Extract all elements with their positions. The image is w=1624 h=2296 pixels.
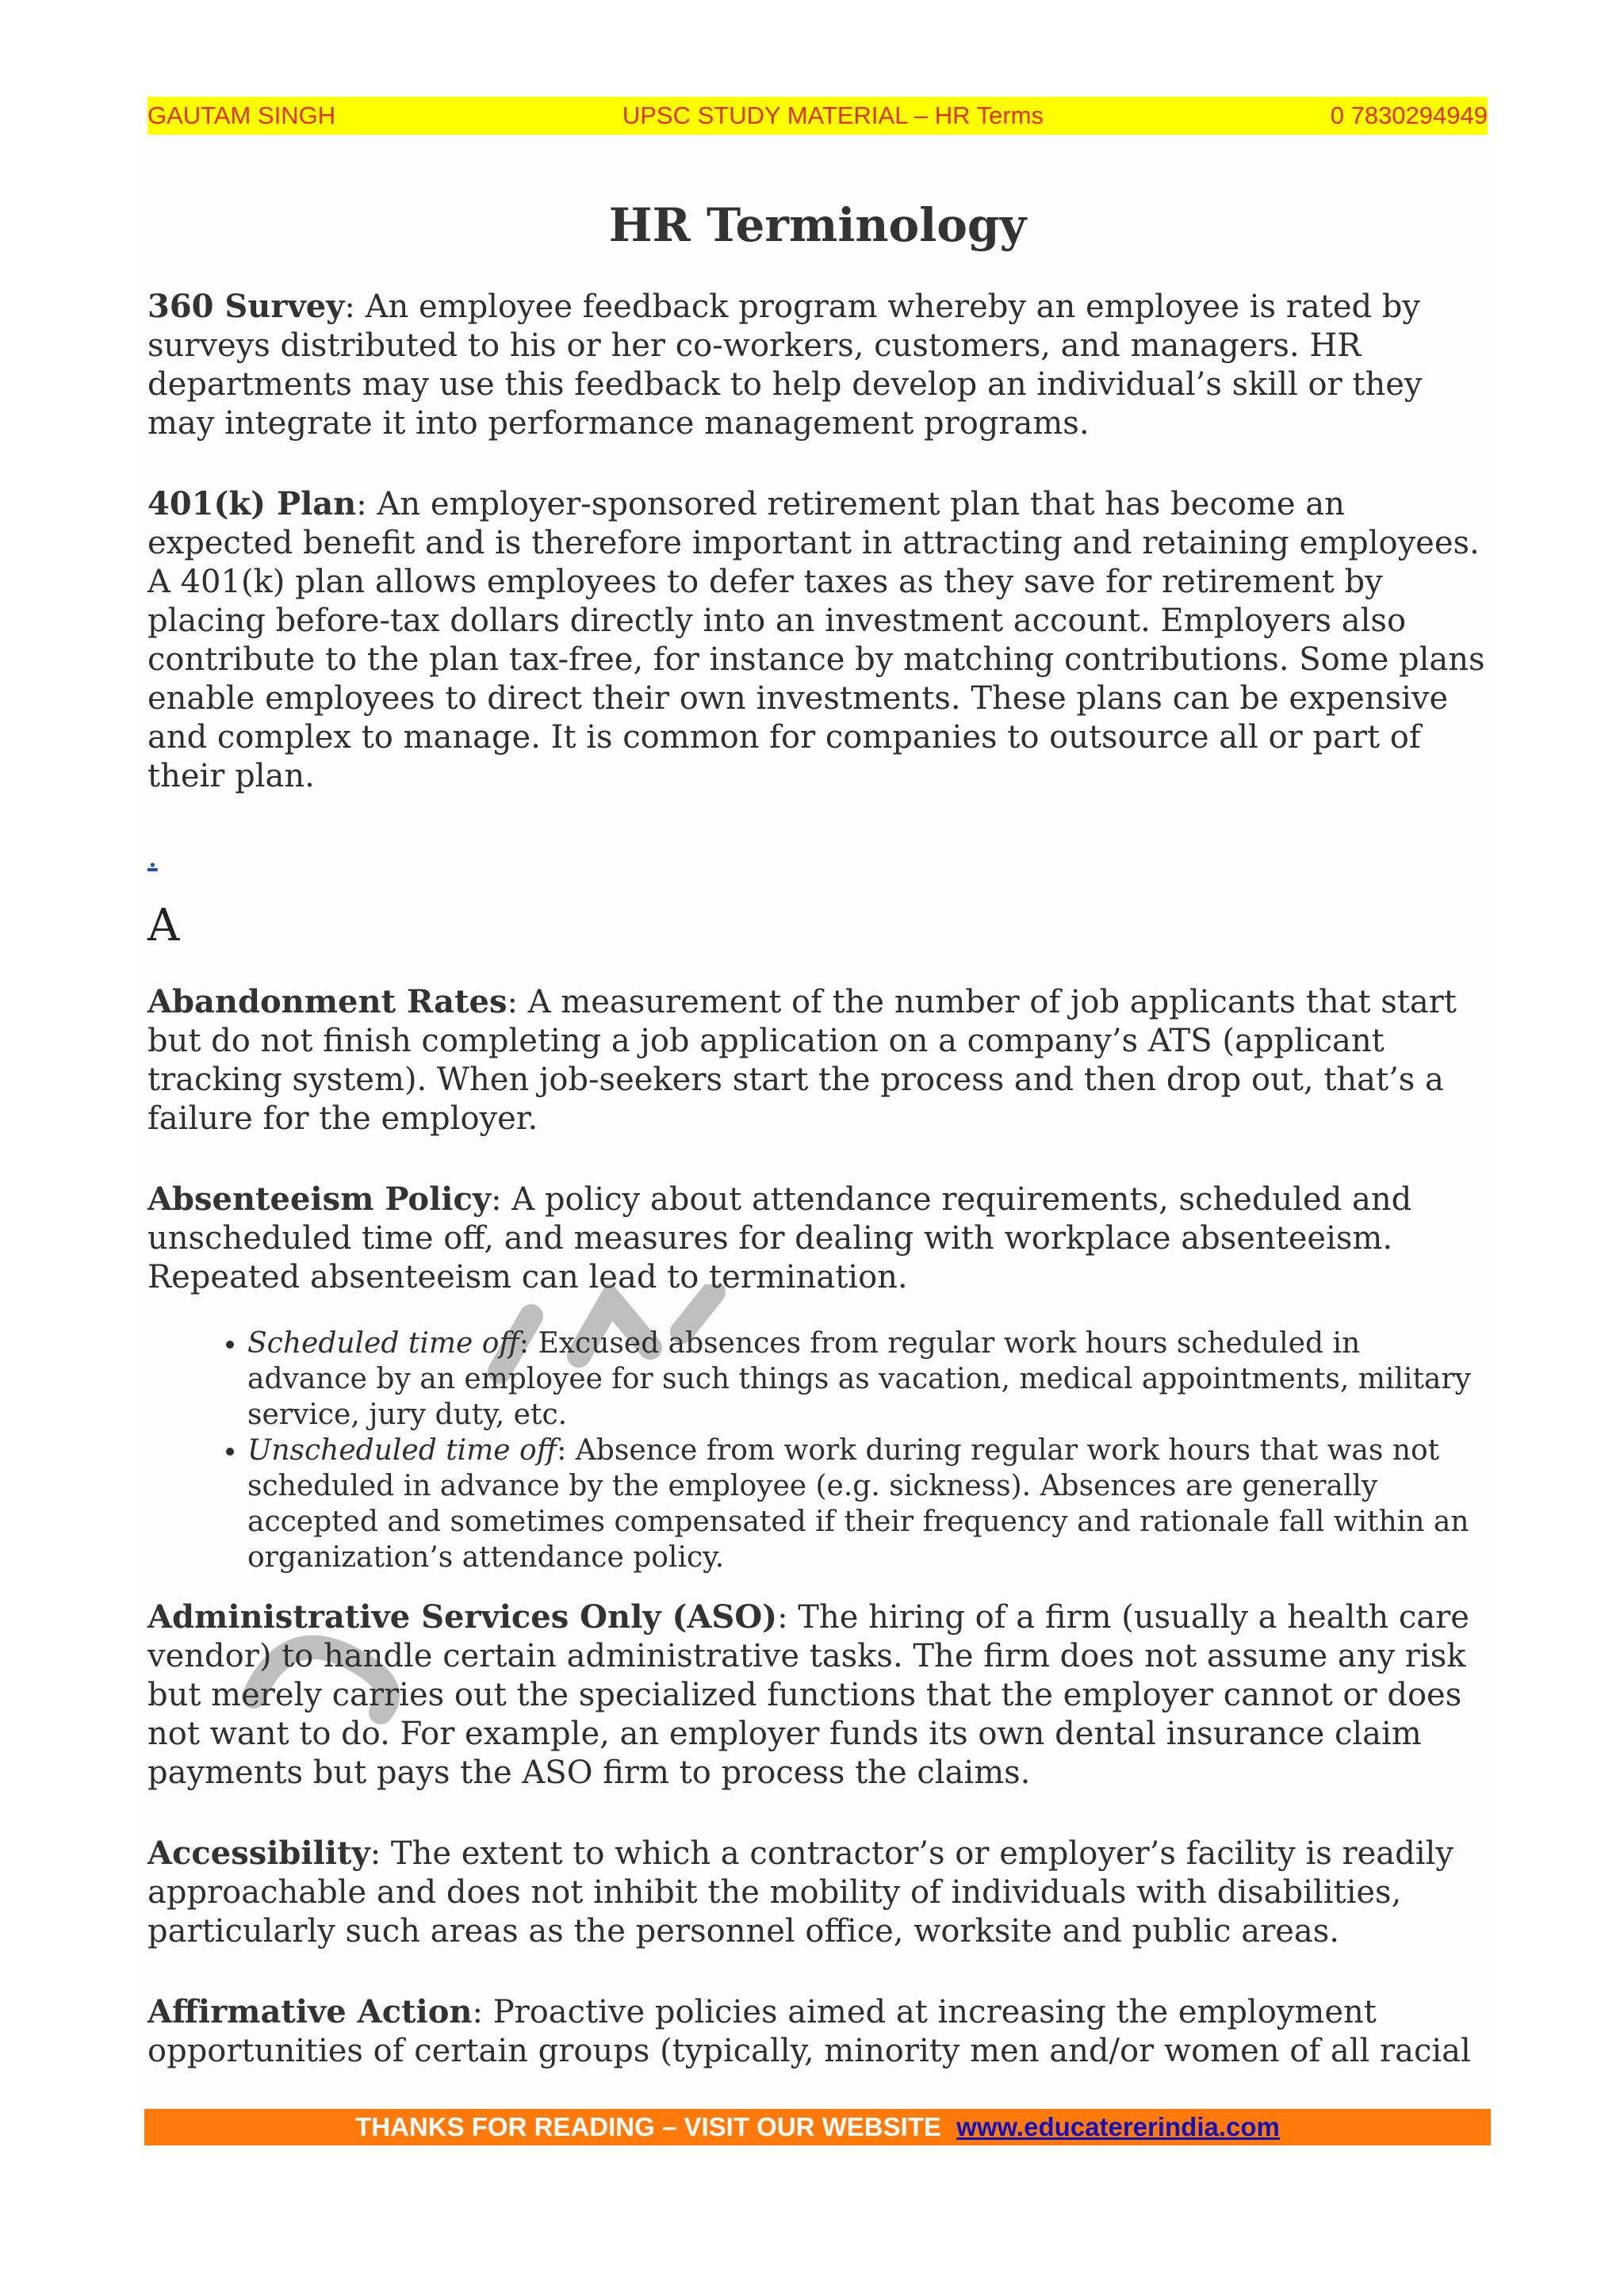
term-entry-401k-plan <box>147 484 1488 796</box>
page-header <box>147 97 1488 135</box>
term-entry-aso <box>147 1598 1488 1793</box>
term-definition: : The extent to which a contractor’s or employer’s facility is readily approachable and does not inhibit the mobility of individuals with disabilities, particularly such areas as the personnel office, worksite and public areas. <box>147 1835 1454 1950</box>
absenteeism-bullet-list <box>147 1326 1488 1575</box>
term-name: Accessibility <box>147 1835 370 1872</box>
bullet-text: : Absence from work during regular work hours that was not scheduled in advance by the employee (e.g. sickness). Absences are generally accepted and sometimes compensated if their frequency and rationale fall within an organization’s attendance policy. <box>247 1434 1469 1574</box>
list-item-unscheduled-time-off <box>247 1433 1488 1575</box>
section-heading-a: A <box>147 900 180 951</box>
website-link[interactable]: www.educatererindia.com <box>956 2112 1280 2141</box>
term-name: Affirmative Action <box>147 1993 473 2030</box>
header-phone: 0 7830294949 <box>1330 101 1488 129</box>
term-name: Abandonment Rates <box>147 983 508 1020</box>
bullet-term: Scheduled time off <box>247 1327 519 1360</box>
term-entry-absenteeism-policy <box>147 1180 1488 1297</box>
term-definition: : An employee feedback program whereby an employee is rated by surveys distributed to his or her co-workers, customers, and managers. HR departments may use this feedback to help develop an individual’s skill or they may integrate it into performance management programs. <box>147 289 1423 442</box>
bullet-term: Unscheduled time off <box>247 1434 557 1467</box>
term-name: 401(k) Plan <box>147 485 357 522</box>
anchor-link[interactable]: . <box>147 838 158 874</box>
term-definition: : The hiring of a firm (usually a health care vendor) to handle certain administrative tasks. The firm does not assume any risk but merely carries out the specialized functions that the employer cannot or does not want to do. For example, an employer funds its own dental insurance claim payments but pays the ASO firm to process the claims. <box>147 1599 1469 1791</box>
term-name: Absenteeism Policy <box>147 1181 492 1218</box>
term-definition: : An employer-sponsored retirement plan that has become an expected benefit and is therefore important in attracting and retaining employees. A 401(k) plan allows employees to defer taxes as they save for retirement by placing before-tax dollars directly into an investment account. Employers also contribute to the plan tax-free, for instance by matching contributions. Some plans enable employees to direct their own investments. These plans can be expensive and complex to manage. It is common for companies to outsource all or part of their plan. <box>147 486 1485 794</box>
term-entry-affirmative-action <box>147 1992 1488 2071</box>
term-name: Administrative Services Only (ASO) <box>147 1598 778 1636</box>
term-definition: : A policy about attendance requirements, scheduled and unscheduled time off, and measures for dealing with workplace absenteeism. Repeated absenteeism can lead to termination. <box>147 1181 1412 1295</box>
term-definition: : A measurement of the number of job applicants that start but do not finish completing a job application on a company’s ATS (applicant tracking system). When job-seekers start the process and then drop out, that’s a failure for the employer. <box>147 984 1457 1137</box>
document-title: HR Terminology <box>608 198 1027 252</box>
list-item-scheduled-time-off <box>247 1326 1488 1433</box>
term-entry-360-survey <box>147 287 1488 443</box>
term-definition: : Proactive policies aimed at increasing the employment opportunities of certain groups (typically, minority men and/or women of all racial <box>147 1994 1471 2069</box>
footer-text: THANKS FOR READING – VISIT OUR WEBSITE <box>355 2112 949 2141</box>
header-subject: UPSC STUDY MATERIAL – HR Terms <box>622 101 1044 129</box>
term-entry-abandonment-rates <box>147 982 1488 1138</box>
header-author: GAUTAM SINGH <box>147 101 336 129</box>
term-name: 360 Survey <box>147 288 345 325</box>
term-entry-accessibility <box>147 1834 1488 1951</box>
document-content <box>147 197 1488 2112</box>
page-footer <box>144 2109 1491 2145</box>
bullet-text: : Excused absences from regular work hours scheduled in advance by an employee for such things as vacation, medical appointments, military service, jury duty, etc. <box>247 1327 1471 1431</box>
